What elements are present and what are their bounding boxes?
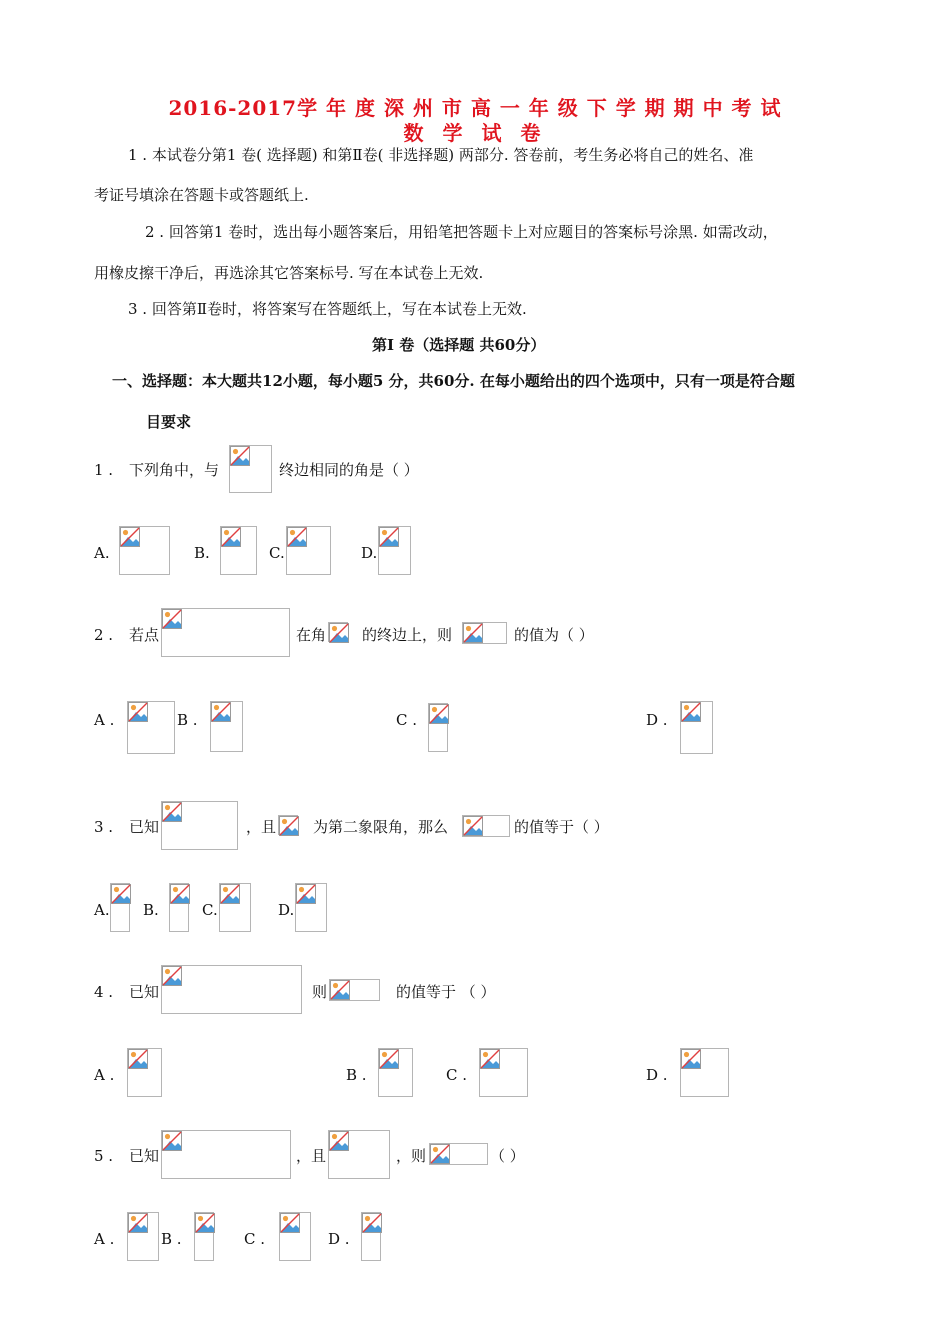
q4-option-d-label: D . [646,1066,668,1084]
q5-option-b-image-icon [194,1212,214,1261]
q3-option-c-label: C. [202,901,218,919]
question-5-text-b: ，且 [296,1147,327,1165]
q2-option-d-label: D . [646,711,668,729]
q2-option-d-image-icon [680,701,713,754]
q4-option-a-label: A . [94,1066,115,1084]
q3-option-d-label: D. [278,901,295,919]
q1-option-b-label: B. [194,544,210,562]
question-1-formula-image-icon [229,445,272,493]
question-2-expression-image-icon [462,622,507,644]
question-2-angle-image-icon [328,622,348,642]
q5-option-c-image-icon [279,1212,311,1261]
q4-option-b-label: B . [346,1066,367,1084]
q2-option-a-label: A . [94,711,115,729]
q3-option-a-label: A. [94,901,110,919]
q5-option-a-label: A . [94,1230,115,1248]
q4-option-d-image-icon [680,1048,729,1097]
question-4-text-a: 已知 [129,983,160,1001]
q3-option-b-label: B. [143,901,159,919]
q3-option-b-image-icon [169,883,189,932]
q3-option-d-image-icon [295,883,327,932]
question-3-given-image-icon [161,801,238,850]
q5-option-c-label: C . [244,1230,266,1248]
question-1-text-a: 下列角中，与 [129,461,220,479]
q1-option-c-label: C. [269,544,285,562]
question-3-expression-image-icon [462,815,510,837]
question-3-text-c: 为第二象限角，那么 [313,818,449,836]
q3-option-c-image-icon [219,883,251,932]
question-2-point-image-icon [161,608,290,657]
q2-option-b-image-icon [210,701,243,752]
instruction-1-line1: 1 . 本试卷分第1 卷( 选择题) 和第Ⅱ卷( 非选择题) 两部分. 答卷前，考生务必将自己的姓名、准 [128,146,754,164]
instruction-1-line2: 考证号填涂在答题卡或答题纸上. [94,186,309,204]
section-title: 第I 卷（选择题 共60分） [372,336,546,354]
question-4-expression-image-icon [329,979,380,1001]
instruction-3: 3 . 回答第Ⅱ卷时，将答案写在答题纸上，写在本试卷上无效. [128,300,527,318]
q1-option-d-label: D. [361,544,378,562]
question-2-text-b: 在角 [296,626,327,644]
question-3-number: 3 . [94,818,114,836]
question-3-text-a: 已知 [129,818,160,836]
question-1-text-b: 终边相同的角是（ ） [279,461,419,479]
question-4-given-image-icon [161,965,302,1014]
question-2-number: 2 . [94,626,114,644]
q2-option-c-label: C . [396,711,418,729]
question-4-text-c: 的值等于 （ ） [396,983,496,1001]
question-5-condition-image-icon [328,1130,390,1179]
exam-title-line1: 2016-2017学 年 度 深 州 市 高 一 年 级 下 学 期 期 中 考 试 [168,96,782,120]
q5-option-d-image-icon [361,1212,381,1261]
q1-option-d-image-icon [378,526,411,575]
section-intro-line1: 一、选择题：本大题共12小题，每小题5 分，共60分. 在每小题给出的四个选项中，只有一项是符合题 [112,372,795,390]
q2-option-a-image-icon [127,701,175,754]
instruction-2-line2: 用橡皮擦干净后，再选涂其它答案标号. 写在本试卷上无效. [94,264,484,282]
q1-option-a-label: A. [94,544,110,562]
question-4-text-b: 则 [312,983,328,1001]
q3-option-a-image-icon [110,883,130,932]
question-3-text-b: ，且 [246,818,277,836]
q1-option-a-image-icon [119,526,170,575]
q1-option-c-image-icon [286,526,331,575]
q4-option-a-image-icon [127,1048,162,1097]
q2-option-b-label: B . [177,711,198,729]
q5-option-b-label: B . [161,1230,182,1248]
question-2-text-a: 若点 [129,626,160,644]
question-2-text-d: 的值为（ ） [514,626,594,644]
instruction-2-line1: 2 . 回答第1 卷时，选出每小题答案后，用铅笔把答题卡上对应题目的答案标号涂黑. 如需改动， [145,223,778,241]
q2-option-c-image-icon [428,703,448,752]
question-5-text-c: ，则 [396,1147,427,1165]
question-4-number: 4 . [94,983,114,1001]
question-3-angle-image-icon [278,815,298,835]
question-5-text-a: 已知 [129,1147,160,1165]
q5-option-d-label: D . [328,1230,350,1248]
q1-option-b-image-icon [220,526,257,575]
q4-option-c-label: C . [446,1066,468,1084]
question-5-expression-image-icon [429,1143,488,1165]
exam-title-line2: 数 学 试 卷 [403,121,547,145]
question-3-text-d: 的值等于（ ） [514,818,609,836]
question-5-text-d: （ ） [490,1147,525,1165]
section-intro-line2: 目要求 [146,413,192,431]
q4-option-b-image-icon [378,1048,413,1097]
question-1-number: 1 . [94,461,114,479]
question-5-number: 5 . [94,1147,114,1165]
question-5-given-image-icon [161,1130,291,1179]
question-2-text-c: 的终边上，则 [362,626,453,644]
q5-option-a-image-icon [127,1212,159,1261]
q4-option-c-image-icon [479,1048,528,1097]
